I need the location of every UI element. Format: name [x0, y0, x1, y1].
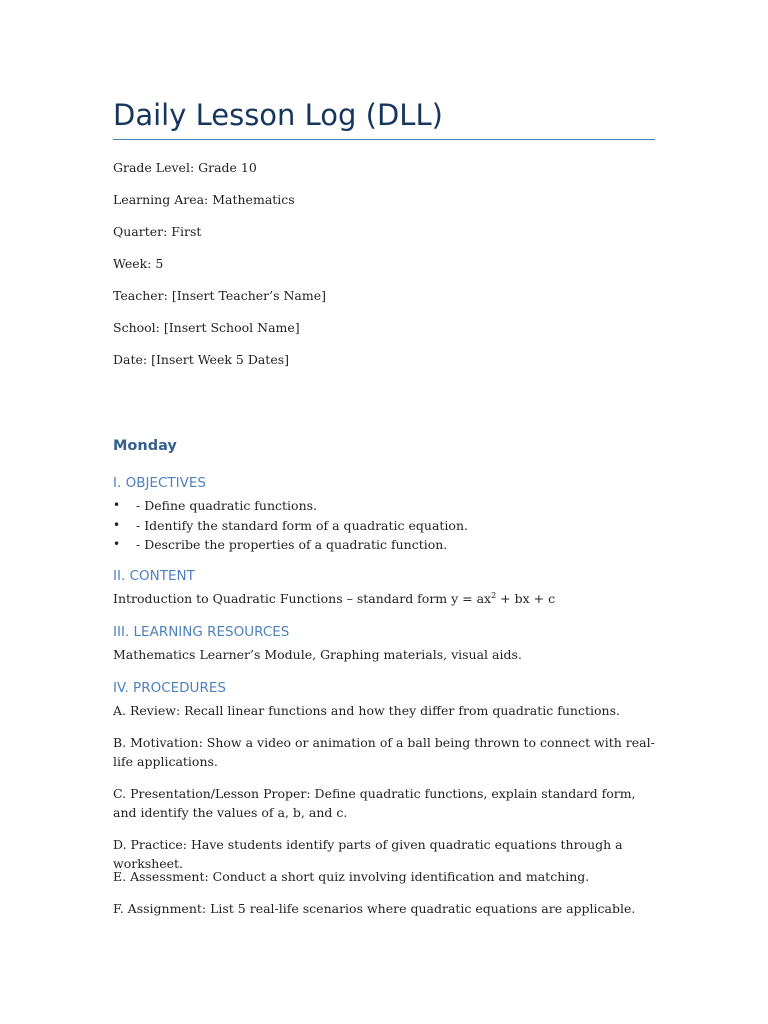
objective-text: - Define quadratic functions.: [136, 498, 318, 513]
bullet-icon: •: [113, 537, 121, 551]
bullet-icon: •: [113, 517, 121, 532]
procedure-presentation: C. Presentation/Lesson Proper: Define quadratic functions, explain standard form, and identify the values of a, b, and c.: [113, 786, 636, 820]
objectives-heading: I. OBJECTIVES: [113, 475, 206, 491]
content-text: [113, 589, 655, 608]
day-heading-monday: Monday: [113, 438, 177, 454]
objective-text: - Identify the standard form of a quadratic equation.: [136, 517, 468, 533]
teacher-line: Teacher: [Insert Teacher’s Name]: [113, 288, 326, 303]
quarter-line: Quarter: First: [113, 224, 202, 239]
procedure-review: A. Review: Recall linear functions and how they differ from quadratic functions.: [113, 703, 620, 718]
learning-resources-text: Mathematics Learner’s Module, Graphing materials, visual aids.: [113, 647, 522, 662]
bullet-icon: •: [113, 498, 121, 512]
objective-text: - Describe the properties of a quadratic function.: [136, 537, 448, 552]
school-line: School: [Insert School Name]: [113, 320, 300, 335]
grade-level-line: Grade Level: Grade 10: [113, 160, 257, 175]
content-text-before: Introduction to Quadratic Functions – standard form y = ax: [113, 591, 492, 606]
content-text-after: + bx + c: [496, 591, 556, 606]
title-underline: [113, 139, 655, 140]
content-heading: II. CONTENT: [113, 568, 195, 584]
week-line: Week: 5: [113, 256, 164, 271]
date-line: Date: [Insert Week 5 Dates]: [113, 352, 290, 367]
learning-resources-heading: III. LEARNING RESOURCES: [113, 624, 290, 640]
procedure-assignment: F. Assignment: List 5 real-life scenarios where quadratic equations are applicable.: [113, 901, 636, 916]
procedure-assessment: E. Assessment: Conduct a short quiz involving identification and matching.: [113, 869, 590, 884]
exponent: 2: [491, 591, 497, 600]
procedure-motivation: B. Motivation: Show a video or animation of a ball being thrown to connect with real-life applications.: [113, 735, 655, 769]
procedure-practice: D. Practice: Have students identify parts of given quadratic equations through a worksheet.: [113, 837, 623, 871]
procedures-heading: IV. PROCEDURES: [113, 680, 226, 696]
document-title: Daily Lesson Log (DLL): [113, 98, 443, 132]
learning-area-line: Learning Area: Mathematics: [113, 192, 295, 207]
